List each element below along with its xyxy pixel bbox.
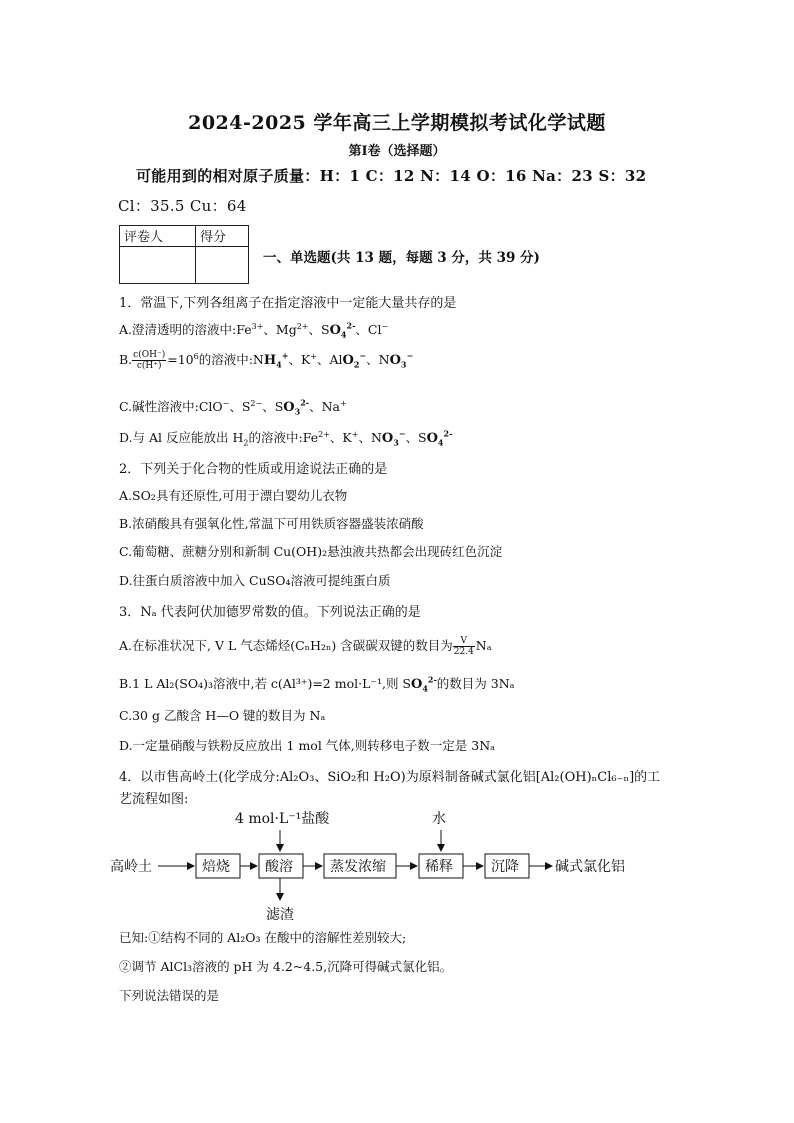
exam-title: 2024-2025 学年高三上学期模拟考试化学试题 [188,112,606,134]
q1-option-a: A.澄清透明的溶液中$:Fe^{3+}$、$Mg^{2+}$、$SO_4^{2-}$、Cl− [119,320,389,340]
q2-option-a: A.SO₂具有还原性,可用于漂白婴幼儿衣物 [119,488,348,503]
score-label: 得分 [196,226,249,247]
q1-option-b: B. $\frac{c(OH^-)}{c(H^+)}$ $=10^6$的溶液中$:NH_4^+$、K+、AlO$_2$−、$NO_3^-$ [119,350,414,371]
flow-acid-label: 4 mol·L⁻¹盐酸 [235,811,330,827]
q2-stem: 2．下列关于化合物的性质或用途说法正确的是 [119,462,388,477]
flow-step-dilute: 稀释 [425,859,453,875]
section-title: 一、单选题(共 13 题，每题 3 分，共 39 分) [263,250,540,266]
atomic-mass-line-2: Cl：35.5 Cu：64 [118,197,247,215]
q4-known-2: ②调节 AlCl₃溶液的 pH 为 4.2~4.5,沉降可得碱式氯化铝。 [119,959,453,974]
q4-ask: 下列说法错误的是 [119,988,220,1003]
q3-stem: 3．Nₐ 代表阿伏加德罗常数的值。下列说法正确的是 [119,605,421,620]
q3-option-b: B.1 L Al₂(SO₄)₃溶液中,若 c(Al³⁺)=2 mol·L⁻¹,则 $SO_4^{2-}$的数目为 3Nₐ [119,674,515,694]
q4-known-1: 已知:①结构不同的 Al₂O₃ 在酸中的溶解性差别较大; [119,930,407,945]
q1-option-d: D.与 Al 反应能放出 $H_2$的溶液中$:Fe^{2+}$、K+、$NO_3^-$、$SO_4^{2-}$ [119,428,453,448]
flow-step-acid-dissolve: 酸溶 [265,859,293,875]
grader-cell [120,247,196,284]
process-flow-diagram [110,805,670,925]
q3-a-fraction: $\frac{V}{22.4}$ [453,636,474,657]
flow-water-label: 水 [432,811,446,827]
q1-b-fraction: $\frac{c(OH^-)}{c(H^+)}$ [133,350,166,371]
q3-option-c: C.30 g 乙酸含 H—O 键的数目为 Nₐ [119,708,326,723]
q1-a-prefix: A.澄清透明的溶液中: [119,322,237,337]
q2-option-c: C.葡萄糖、蔗糖分别和新制 Cu(OH)₂悬浊液共热都会出现砖红色沉淀 [119,544,503,559]
flow-step-roast: 焙烧 [202,859,230,875]
q3-option-d: D.一定量硝酸与铁粉反应放出 1 mol 气体,则转移电子数一定是 3Nₐ [119,738,495,753]
flow-step-settle: 沉降 [491,859,519,875]
q4-stem-line-2: 艺流程如图: [119,792,189,807]
q2-option-d: D.往蛋白质溶液中加入 CuSO₄溶液可提纯蛋白质 [119,573,391,588]
q4-stem-line-1: 4．以市售高岭土(化学成分:Al₂O₃、SiO₂和 H₂O)为原料制备碱式氯化铝[Al₂(OH)ₙCl₆₋ₙ]的工 [119,770,661,785]
flow-step-evaporate: 蒸发浓缩 [330,859,386,875]
q3-option-a: A.在标准状况下, V L 气态烯烃(CₙH₂ₙ) 含碳碳双键的数目为 $\frac{V}{22.4}$ Nₐ [119,636,492,657]
flow-start: 高岭土 [110,859,152,875]
score-cell [196,247,249,284]
atomic-mass-line-1: 可能用到的相对原子质量：H：1 C：12 N：14 O：16 Na：23 S：32 [136,167,647,185]
q1-option-c: C.碱性溶液中:ClO−、$S^{2-}$、$SO_3^{2-}$、Na+ [119,397,347,417]
grader-label: 评卷人 [120,226,196,247]
q2-option-b: B.浓硝酸具有强氧化性,常温下可用铁质容器盛装浓硝酸 [119,516,424,531]
flow-residue-label: 滤渣 [266,907,294,923]
q1-stem: 1．常温下,下列各组离子在指定溶液中一定能大量共存的是 [119,296,457,311]
flow-end: 碱式氯化铝 [555,859,625,875]
grader-table [119,225,249,284]
exam-subtitle: 第Ⅰ卷（选择题） [348,144,446,159]
